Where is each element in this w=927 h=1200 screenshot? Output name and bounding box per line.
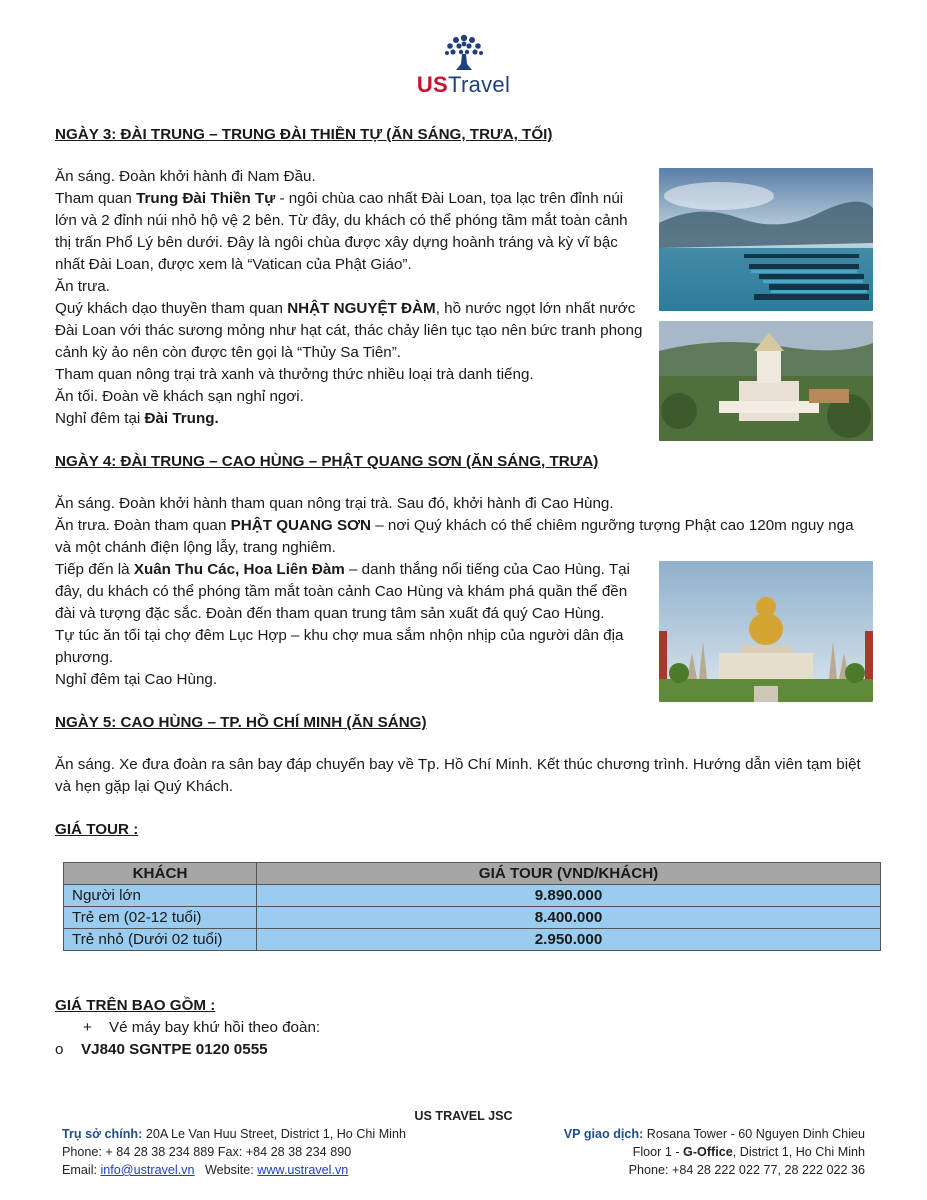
col-price-header: GIÁ TOUR (VND/KHÁCH) — [257, 863, 881, 885]
list-item: o VJ840 SGNTPE 0120 0555 — [55, 1039, 873, 1061]
guest-cell: Trẻ em (02-12 tuổi) — [64, 907, 257, 929]
email-link[interactable]: info@ustravel.vn — [100, 1163, 195, 1177]
price-cell: 8.400.000 — [257, 907, 881, 929]
day3-line-3: Ăn trưa. — [55, 278, 110, 295]
brand-travel: Travel — [448, 72, 511, 97]
list-item: + Vé máy bay khứ hồi theo đoàn: — [55, 1017, 873, 1039]
day4-section — [55, 451, 873, 691]
guest-cell: Trẻ nhỏ (Dưới 02 tuổi) — [64, 929, 257, 951]
day4-heading: NGÀY 4: ĐÀI TRUNG – CAO HÙNG – PHẬT QUANG SƠN (ĂN SÁNG, TRƯA) — [55, 453, 599, 470]
price-cell: 2.950.000 — [257, 929, 881, 951]
brand-us: US — [416, 72, 449, 97]
sun-moon-lake-photo — [659, 168, 873, 311]
day3-line-2: Tham quan Trung Đài Thiền Tự - ngôi chùa cao nhất Đài Loan, tọa lạc trên đỉnh núi lớn và 2 đỉnh núi nhỏ hộ vệ 2 bên. Từ đây, du khách có thể phóng tầm mắt toàn cảnh thị trấn Phổ Lý bên dưới. Đây là ngôi chùa được xây dựng hoành tráng và kỳ vĩ bậc nhất Đài Loan, được xem là “Vatican của Phật Giáo”. — [55, 190, 628, 273]
price-section — [55, 819, 873, 951]
brand-logo — [0, 30, 927, 98]
plus-bullet-icon: + — [83, 1019, 92, 1036]
includes-heading: GIÁ TRÊN BAO GỒM : — [55, 997, 216, 1014]
col-guest-header: KHÁCH — [64, 863, 257, 885]
table-row — [64, 885, 881, 907]
day3-line-4: Quý khách dạo thuyền tham quan NHẬT NGUYỆT ĐÀM, hồ nước ngọt lớn nhất nước Đài Loan với thác sương mỏng như hạt cát, thác chảy liên tục tạo nên bức tranh phong cảnh kỳ ảo nên còn được tên gọi là “Thủy Sa Tiên”. — [55, 300, 643, 361]
day4-line-3: Tiếp đến là Xuân Thu Các, Hoa Liên Đàm – danh thắng nổi tiếng của Cao Hùng. Tại đây, du khách có thể phóng tầm mắt toàn cảnh Cao Hùng và khám phá quần thể đền đài và tượng đặc sắc. Đoàn đến tham quan trung tâm sản xuất đá quý Cao Hùng. — [55, 561, 630, 622]
document-body — [55, 124, 873, 1061]
footer-company: US TRAVEL JSC — [414, 1109, 513, 1123]
day5-line-1: Ăn sáng. Xe đưa đoàn ra sân bay đáp chuyến bay về Tp. Hồ Chí Minh. Kết thúc chương trình. Hướng dẫn viên tạm biệt và hẹn gặp lại Quý Khách. — [55, 756, 861, 795]
footer-left: Trụ sở chính: 20A Le Van Huu Street, District 1, Ho Chi Minh Phone: + 84 28 38 234 889 Fax: +84 28 38 234 890 Email: info@ustravel.vn Website: www.ustravel.vn — [62, 1127, 406, 1177]
page-footer — [62, 1107, 865, 1179]
day3-line-1: Ăn sáng. Đoàn khởi hành đi Nam Đầu. — [55, 168, 316, 185]
day5-section — [55, 712, 873, 798]
day3-section — [55, 124, 873, 430]
day4-line-5: Nghỉ đêm tại Cao Hùng. — [55, 671, 218, 688]
day3-line-5: Tham quan nông trại trà xanh và thưởng thức nhiều loại trà danh tiếng. — [55, 366, 534, 383]
tree-logo-icon — [442, 30, 486, 74]
includes-section — [55, 995, 873, 1061]
temple-aerial-photo — [659, 321, 873, 441]
table-row — [64, 929, 881, 951]
day5-heading: NGÀY 5: CAO HÙNG – TP. HỒ CHÍ MINH (ĂN SÁNG) — [55, 714, 427, 731]
footer-right: VP giao dịch: Rosana Tower - 60 Nguyen Dinh Chieu Floor 1 - G-Office, District 1, Ho Chi Minh Phone: +84 28 222 022 77, 28 222 022 36 — [563, 1127, 865, 1177]
day4-line-2: Ăn trưa. Đoàn tham quan PHẬT QUANG SƠN – nơi Quý khách có thể chiêm ngưỡng tượng Phật cao 120m nguy nga và một chánh điện lộng lẫy, trang nghiêm. — [55, 517, 854, 556]
day4-line-4: Tự túc ăn tối tại chợ đêm Lục Hợp – khu chợ mua sắm nhộn nhịp của người dân địa phương. — [55, 627, 624, 666]
day3-line-6: Ăn tối. Đoàn về khách sạn nghỉ ngơi. — [55, 388, 304, 405]
table-row — [64, 907, 881, 929]
price-heading: GIÁ TOUR : — [55, 821, 139, 838]
day3-heading: NGÀY 3: ĐÀI TRUNG – TRUNG ĐÀI THIỀN TỰ (ĂN SÁNG, TRƯA, TỐI) — [55, 126, 553, 143]
price-table — [63, 862, 881, 951]
day4-line-1: Ăn sáng. Đoàn khởi hành tham quan nông trại trà. Sau đó, khởi hành đi Cao Hùng. — [55, 495, 614, 512]
includes-list — [55, 1017, 873, 1061]
circle-bullet-icon: o — [55, 1041, 64, 1058]
buddha-statue-photo — [659, 561, 873, 702]
price-cell: 9.890.000 — [257, 885, 881, 907]
day3-line-7: Nghỉ đêm tại Đài Trung. — [55, 410, 219, 427]
brand-name — [0, 72, 927, 98]
website-link[interactable]: www.ustravel.vn — [257, 1163, 349, 1177]
guest-cell: Người lớn — [64, 885, 257, 907]
price-table-header — [64, 863, 881, 885]
